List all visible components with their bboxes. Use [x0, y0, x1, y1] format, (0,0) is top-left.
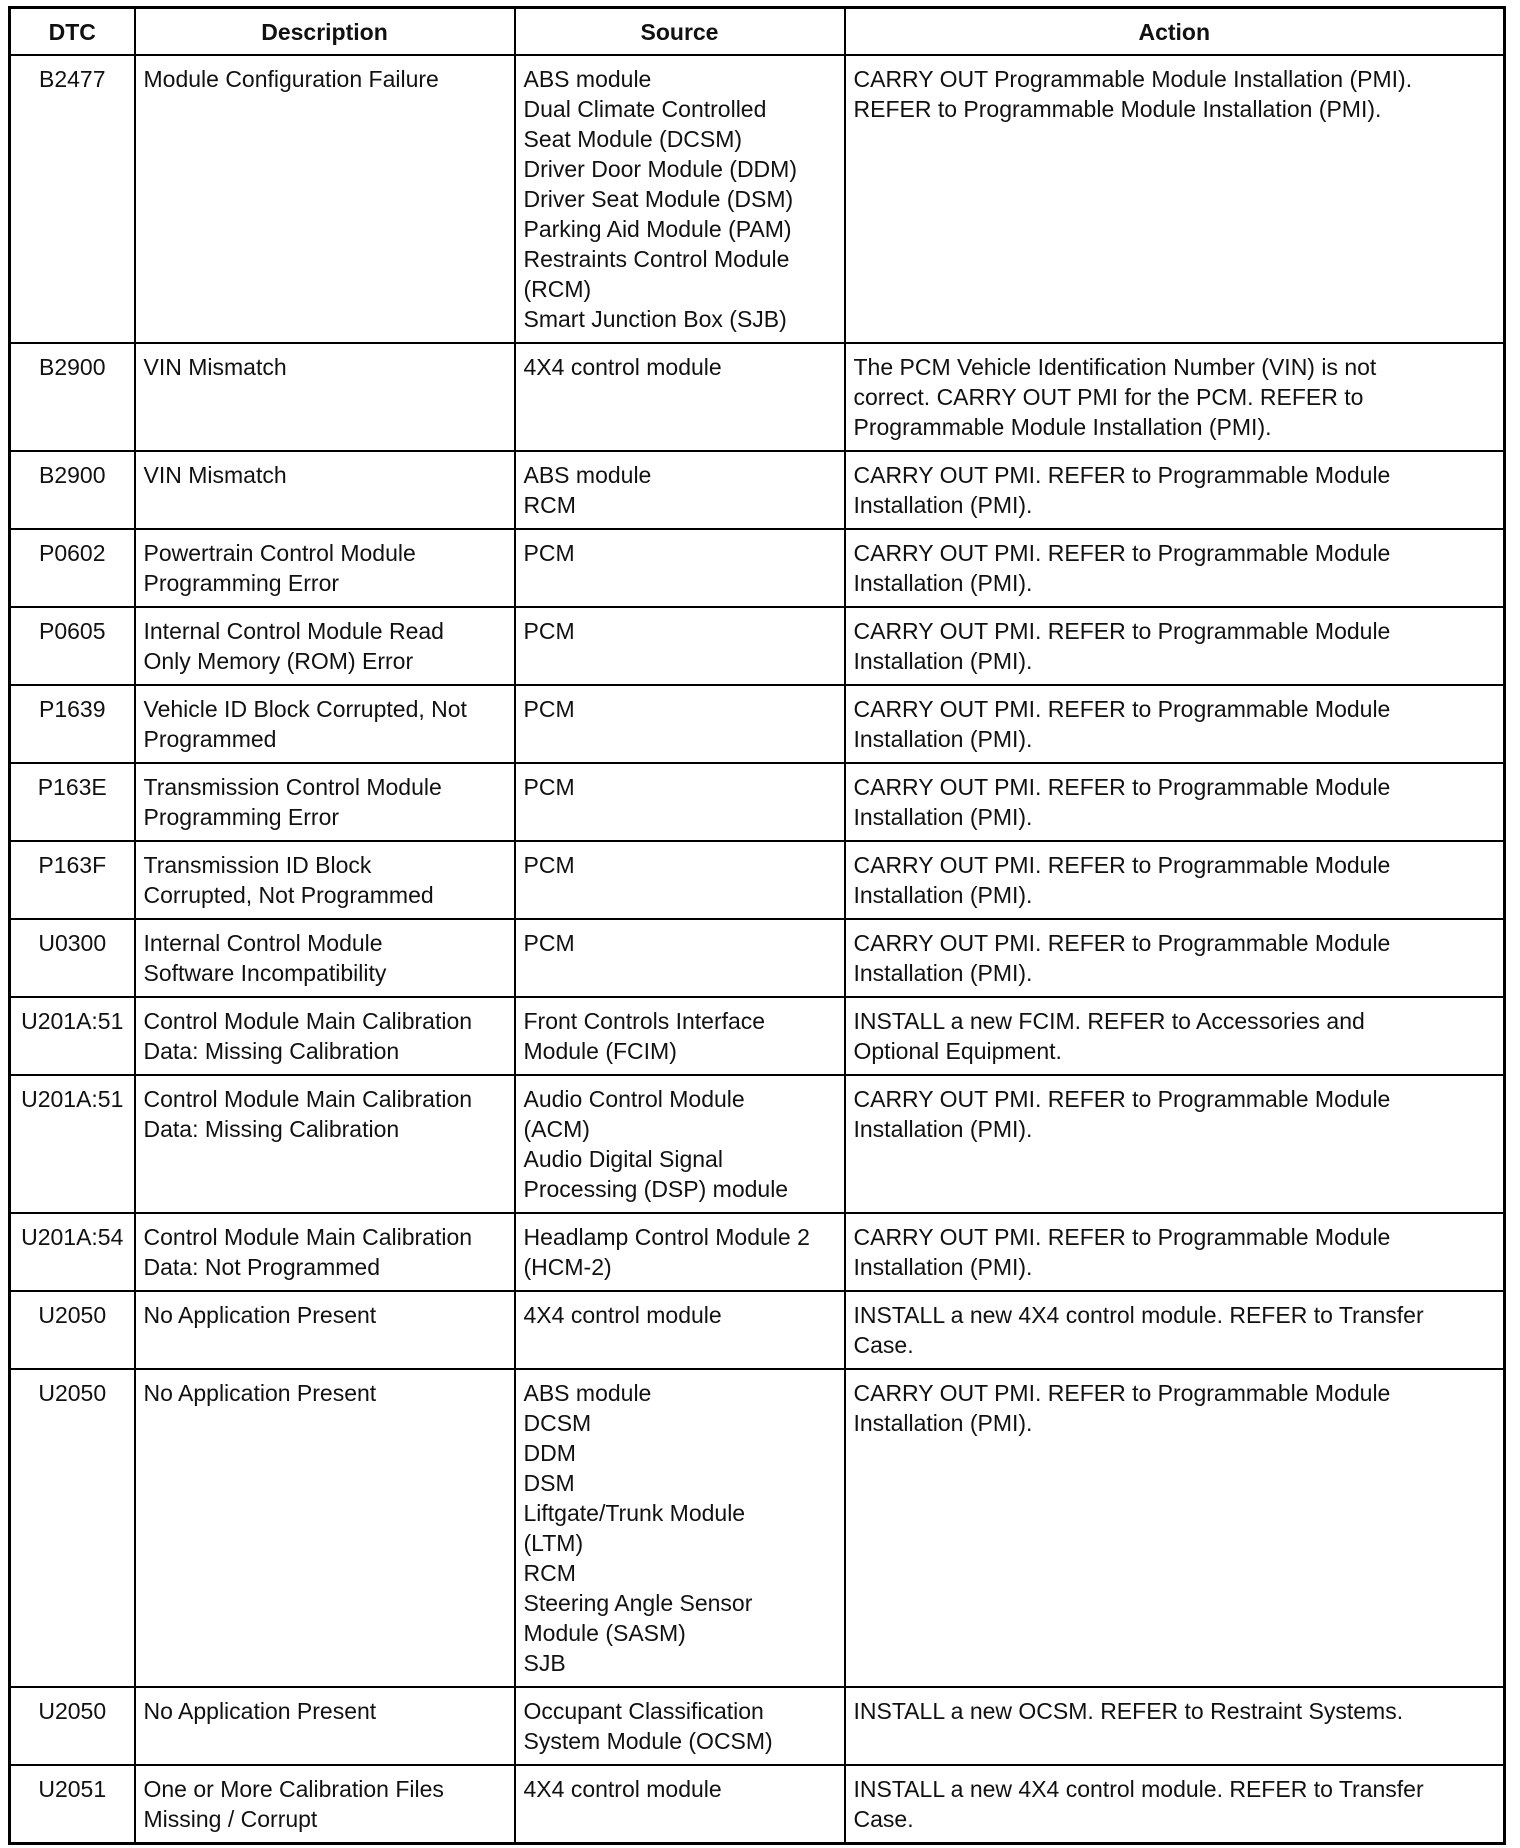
source-line: PCM	[523, 930, 575, 956]
source-line: Smart Junction Box (SJB)	[523, 306, 787, 332]
source-line: Steering Angle Sensor	[523, 1590, 753, 1616]
table-row	[10, 1291, 1505, 1369]
dtc-cell: B2900	[10, 451, 135, 529]
description-line: Programming Error	[143, 804, 340, 830]
dtc-cell: B2477	[10, 55, 135, 343]
source-line: ABS module	[523, 1380, 652, 1406]
description-line: Powertrain Control Module	[143, 540, 416, 566]
source-line: (ACM)	[523, 1116, 590, 1142]
table-row	[10, 451, 1505, 529]
description-line: No Application Present	[143, 1698, 377, 1724]
description-cell	[135, 343, 515, 451]
description-line: One or More Calibration Files	[143, 1776, 444, 1802]
action-cell	[845, 55, 1505, 343]
dtc-cell: P0605	[10, 607, 135, 685]
table-row	[10, 997, 1505, 1075]
action-cell	[845, 763, 1505, 841]
header-dtc: DTC	[10, 8, 135, 56]
source-line: Seat Module (DCSM)	[523, 126, 743, 152]
action-cell	[845, 1687, 1505, 1765]
dtc-cell: U2050	[10, 1687, 135, 1765]
table-row	[10, 1369, 1505, 1687]
dtc-cell: P1639	[10, 685, 135, 763]
action-line: Installation (PMI).	[853, 648, 1033, 674]
action-line: Optional Equipment.	[853, 1038, 1062, 1064]
action-line: CARRY OUT PMI. REFER to Programmable Module	[853, 852, 1391, 878]
dtc-cell: P163F	[10, 841, 135, 919]
action-line: INSTALL a new OCSM. REFER to Restraint Systems.	[853, 1698, 1404, 1724]
description-line: Module Configuration Failure	[143, 66, 439, 92]
description-line: Control Module Main Calibration	[143, 1008, 473, 1034]
description-line: Programmed	[143, 726, 277, 752]
action-line: Installation (PMI).	[853, 1410, 1033, 1436]
description-cell	[135, 1213, 515, 1291]
description-line: VIN Mismatch	[143, 354, 287, 380]
action-line: Installation (PMI).	[853, 1254, 1033, 1280]
source-line: System Module (OCSM)	[523, 1728, 773, 1754]
description-cell	[135, 841, 515, 919]
description-cell	[135, 685, 515, 763]
description-line: Data: Missing Calibration	[143, 1038, 400, 1064]
table-row	[10, 1687, 1505, 1765]
dtc-table	[8, 6, 1506, 1845]
action-line: Installation (PMI).	[853, 570, 1033, 596]
source-line: 4X4 control module	[523, 1302, 722, 1328]
description-cell	[135, 451, 515, 529]
action-line: CARRY OUT PMI. REFER to Programmable Module	[853, 618, 1391, 644]
source-cell	[515, 607, 845, 685]
source-line: Module (SASM)	[523, 1620, 686, 1646]
action-line: Installation (PMI).	[853, 804, 1033, 830]
dtc-cell: U0300	[10, 919, 135, 997]
dtc-cell: U201A:51	[10, 997, 135, 1075]
action-line: Programmable Module Installation (PMI).	[853, 414, 1272, 440]
description-line: Internal Control Module	[143, 930, 383, 956]
action-line: correct. CARRY OUT PMI for the PCM. REFER to	[853, 384, 1364, 410]
action-line: INSTALL a new 4X4 control module. REFER to Transfer	[853, 1776, 1424, 1802]
action-line: INSTALL a new 4X4 control module. REFER to Transfer	[853, 1302, 1424, 1328]
action-line: Installation (PMI).	[853, 960, 1033, 986]
table-row	[10, 685, 1505, 763]
action-cell	[845, 1213, 1505, 1291]
description-cell	[135, 55, 515, 343]
description-line: Transmission Control Module	[143, 774, 442, 800]
action-line: Installation (PMI).	[853, 492, 1033, 518]
source-line: Parking Aid Module (PAM)	[523, 216, 792, 242]
source-line: DCSM	[523, 1410, 592, 1436]
description-line: Missing / Corrupt	[143, 1806, 318, 1832]
table-row	[10, 55, 1505, 343]
table-row	[10, 1765, 1505, 1844]
source-cell	[515, 919, 845, 997]
source-line: ABS module	[523, 462, 652, 488]
source-line: PCM	[523, 696, 575, 722]
source-line: Processing (DSP) module	[523, 1176, 789, 1202]
source-line: PCM	[523, 618, 575, 644]
description-line: Data: Not Programmed	[143, 1254, 380, 1280]
source-line: PCM	[523, 852, 575, 878]
description-line: Corrupted, Not Programmed	[143, 882, 434, 908]
source-line: Driver Seat Module (DSM)	[523, 186, 794, 212]
action-line: Installation (PMI).	[853, 726, 1033, 752]
table-header	[10, 8, 1505, 56]
action-line: CARRY OUT PMI. REFER to Programmable Module	[853, 462, 1391, 488]
source-line: Headlamp Control Module 2	[523, 1224, 810, 1250]
table-row	[10, 1213, 1505, 1291]
action-cell	[845, 529, 1505, 607]
source-cell	[515, 1765, 845, 1844]
header-row	[10, 8, 1505, 56]
description-line: Only Memory (ROM) Error	[143, 648, 414, 674]
source-line: Occupant Classification	[523, 1698, 764, 1724]
description-line: VIN Mismatch	[143, 462, 287, 488]
description-line: Control Module Main Calibration	[143, 1224, 473, 1250]
table-row	[10, 529, 1505, 607]
action-line: INSTALL a new FCIM. REFER to Accessories and	[853, 1008, 1365, 1034]
description-cell	[135, 919, 515, 997]
source-cell	[515, 1075, 845, 1213]
source-cell	[515, 451, 845, 529]
source-cell	[515, 685, 845, 763]
source-cell	[515, 1291, 845, 1369]
action-cell	[845, 841, 1505, 919]
source-line: RCM	[523, 492, 576, 518]
description-line: Software Incompatibility	[143, 960, 387, 986]
description-cell	[135, 1291, 515, 1369]
source-line: Audio Control Module	[523, 1086, 745, 1112]
header-description: Description	[135, 8, 515, 56]
description-cell	[135, 1075, 515, 1213]
source-line: (HCM-2)	[523, 1254, 612, 1280]
source-line: PCM	[523, 774, 575, 800]
source-line: (RCM)	[523, 276, 592, 302]
action-line: Installation (PMI).	[853, 882, 1033, 908]
source-line: DDM	[523, 1440, 576, 1466]
table-row	[10, 343, 1505, 451]
description-cell	[135, 763, 515, 841]
description-line: Transmission ID Block	[143, 852, 372, 878]
source-line: Front Controls Interface	[523, 1008, 766, 1034]
action-cell	[845, 1291, 1505, 1369]
source-cell	[515, 529, 845, 607]
description-cell	[135, 1369, 515, 1687]
action-line: CARRY OUT PMI. REFER to Programmable Module	[853, 540, 1391, 566]
dtc-cell: B2900	[10, 343, 135, 451]
source-line: Audio Digital Signal	[523, 1146, 723, 1172]
description-cell	[135, 997, 515, 1075]
action-line: Case.	[853, 1332, 914, 1358]
dtc-cell: U201A:51	[10, 1075, 135, 1213]
table-row	[10, 1075, 1505, 1213]
action-line: The PCM Vehicle Identification Number (VIN) is not	[853, 354, 1377, 380]
action-cell	[845, 607, 1505, 685]
description-line: Control Module Main Calibration	[143, 1086, 473, 1112]
source-line: RCM	[523, 1560, 576, 1586]
action-line: CARRY OUT PMI. REFER to Programmable Module	[853, 1380, 1391, 1406]
header-source: Source	[515, 8, 845, 56]
source-cell	[515, 763, 845, 841]
header-action: Action	[845, 8, 1505, 56]
source-cell	[515, 1369, 845, 1687]
dtc-cell: U2050	[10, 1369, 135, 1687]
action-cell	[845, 343, 1505, 451]
description-line: Vehicle ID Block Corrupted, Not	[143, 696, 467, 722]
source-line: (LTM)	[523, 1530, 584, 1556]
action-line: CARRY OUT PMI. REFER to Programmable Module	[853, 1224, 1391, 1250]
action-line: CARRY OUT PMI. REFER to Programmable Module	[853, 696, 1391, 722]
source-cell	[515, 841, 845, 919]
dtc-cell: P163E	[10, 763, 135, 841]
dtc-cell: U2051	[10, 1765, 135, 1844]
dtc-cell: P0602	[10, 529, 135, 607]
table-row	[10, 919, 1505, 997]
source-line: 4X4 control module	[523, 354, 722, 380]
table-row	[10, 607, 1505, 685]
action-line: REFER to Programmable Module Installation (PMI).	[853, 96, 1382, 122]
source-line: DSM	[523, 1470, 575, 1496]
description-line: No Application Present	[143, 1302, 377, 1328]
dtc-cell: U201A:54	[10, 1213, 135, 1291]
action-line: CARRY OUT PMI. REFER to Programmable Module	[853, 930, 1391, 956]
source-line: Driver Door Module (DDM)	[523, 156, 797, 182]
description-line: No Application Present	[143, 1380, 377, 1406]
description-cell	[135, 1765, 515, 1844]
table-row	[10, 763, 1505, 841]
description-line: Programming Error	[143, 570, 340, 596]
action-line: Case.	[853, 1806, 914, 1832]
source-cell	[515, 1213, 845, 1291]
source-cell	[515, 55, 845, 343]
action-cell	[845, 451, 1505, 529]
source-line: Module (FCIM)	[523, 1038, 677, 1064]
action-line: Installation (PMI).	[853, 1116, 1033, 1142]
action-cell	[845, 1765, 1505, 1844]
source-line: 4X4 control module	[523, 1776, 722, 1802]
action-cell	[845, 1075, 1505, 1213]
table-body	[10, 55, 1505, 1844]
source-cell	[515, 997, 845, 1075]
action-cell	[845, 997, 1505, 1075]
action-line: CARRY OUT PMI. REFER to Programmable Module	[853, 1086, 1391, 1112]
source-line: SJB	[523, 1650, 566, 1676]
action-cell	[845, 685, 1505, 763]
action-cell	[845, 1369, 1505, 1687]
source-cell	[515, 343, 845, 451]
source-line: PCM	[523, 540, 575, 566]
description-cell	[135, 529, 515, 607]
source-line: Restraints Control Module	[523, 246, 790, 272]
table-row	[10, 841, 1505, 919]
description-cell	[135, 607, 515, 685]
action-line: CARRY OUT PMI. REFER to Programmable Module	[853, 774, 1391, 800]
description-line: Data: Missing Calibration	[143, 1116, 400, 1142]
source-line: ABS module	[523, 66, 652, 92]
source-line: Dual Climate Controlled	[523, 96, 767, 122]
source-line: Liftgate/Trunk Module	[523, 1500, 746, 1526]
action-line: CARRY OUT Programmable Module Installation (PMI).	[853, 66, 1413, 92]
dtc-cell: U2050	[10, 1291, 135, 1369]
action-cell	[845, 919, 1505, 997]
description-cell	[135, 1687, 515, 1765]
source-cell	[515, 1687, 845, 1765]
description-line: Internal Control Module Read	[143, 618, 444, 644]
